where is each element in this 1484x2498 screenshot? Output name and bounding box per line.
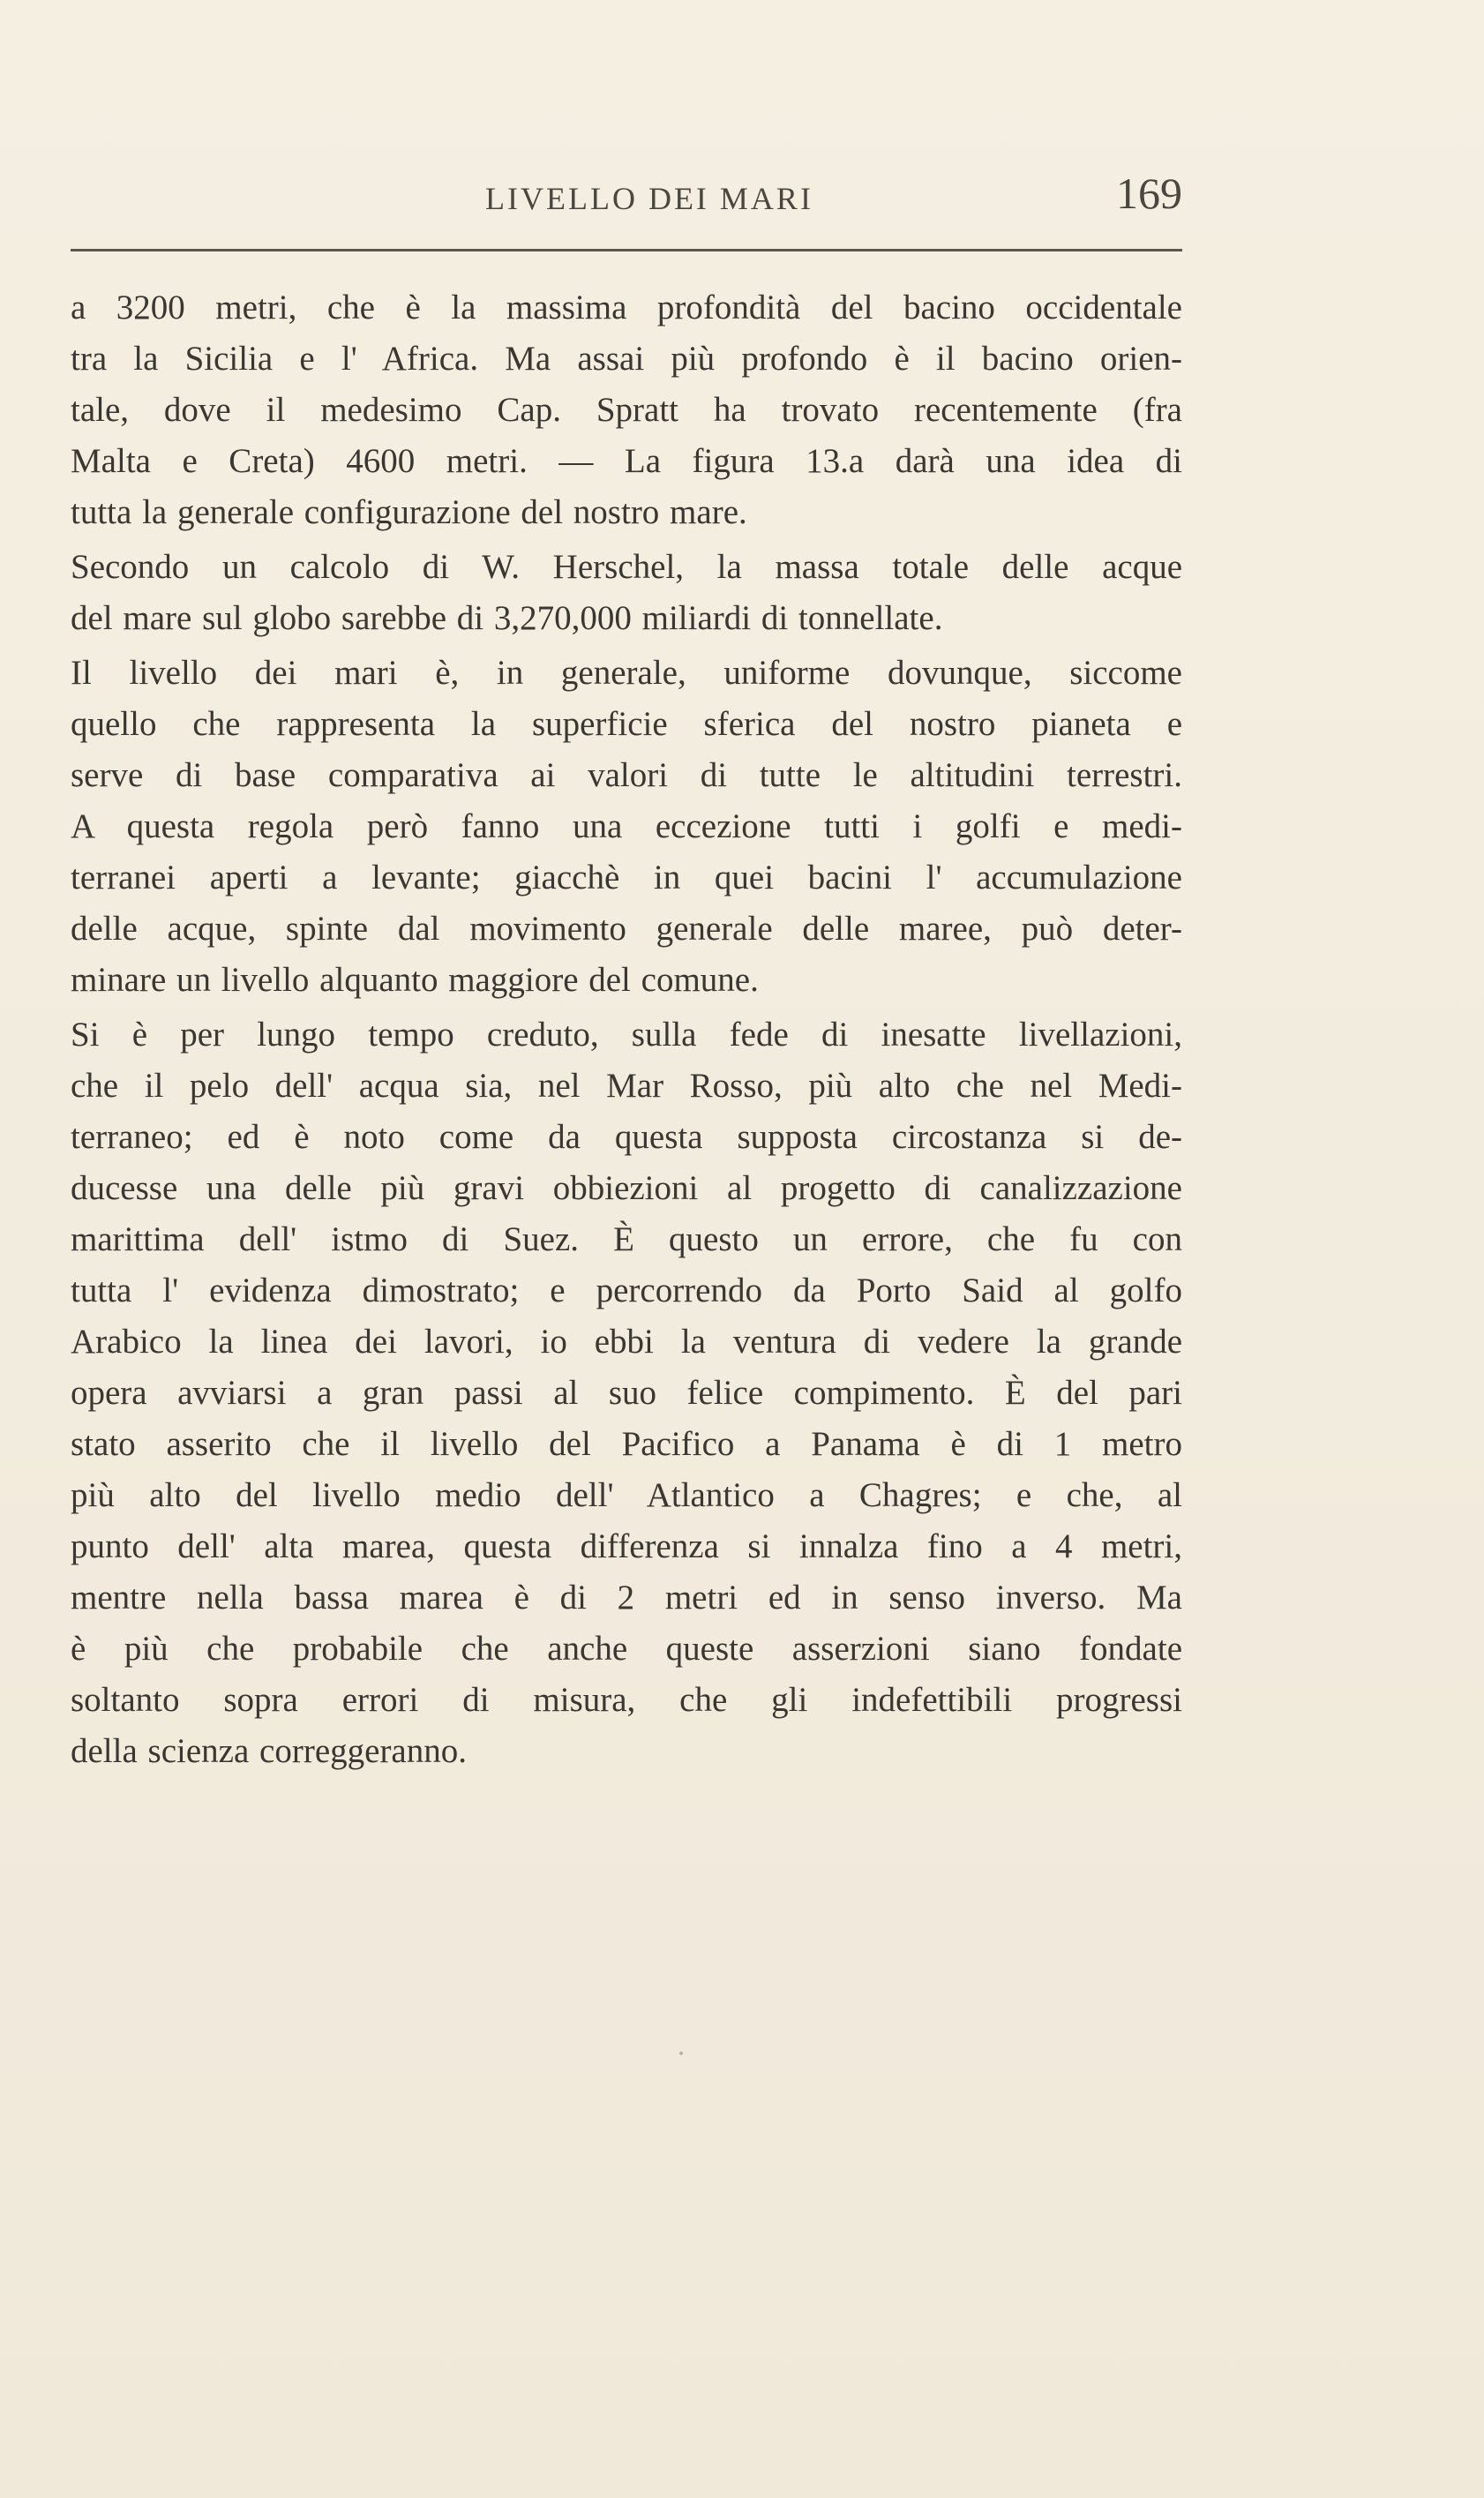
text-line: opera avviarsi a gran passi al suo felice compimento. È del pari	[71, 1374, 1182, 1412]
paper-speck	[679, 2052, 683, 2055]
text-line: che il pelo dell' acqua sia, nel Mar Rosso, più alto che nel Medi-	[71, 1067, 1182, 1105]
text-line: Malta e Creta) 4600 metri. — La figura 13.a darà una idea di	[71, 442, 1182, 480]
text-line: marittima dell' istmo di Suez. È questo un errore, che fu con	[71, 1220, 1182, 1258]
page-header	[71, 168, 1182, 238]
header-rule	[71, 249, 1182, 251]
text-line: ducesse una delle più gravi obbiezioni al progetto di canalizzazione	[71, 1169, 1182, 1207]
text-line: della scienza correggeranno.	[71, 1732, 467, 1770]
text-line: più alto del livello medio dell' Atlantico a Chagres; e che, al	[71, 1476, 1182, 1514]
text-line: terranei aperti a levante; giacchè in quei bacini l' accumulazione	[71, 859, 1182, 896]
text-line: Arabico la linea dei lavori, io ebbi la ventura di vedere la grande	[71, 1323, 1182, 1361]
text-line: serve di base comparativa ai valori di tutte le altitudini terrestri.	[71, 756, 1182, 794]
text-line: a 3200 metri, che è la massima profondità del bacino occidentale	[71, 289, 1182, 326]
text-line: del mare sul globo sarebbe di 3,270,000 miliardi di tonnellate.	[71, 599, 943, 637]
text-line: mentre nella bassa marea è di 2 metri ed in senso inverso. Ma	[71, 1579, 1182, 1617]
text-line: è più che probabile che anche queste asserzioni siano fondate	[71, 1630, 1182, 1668]
page-number: 169	[1116, 169, 1182, 218]
body-text	[71, 282, 1182, 1777]
text-line: delle acque, spinte dal movimento generale delle maree, può deter-	[71, 910, 1182, 948]
text-line: Secondo un calcolo di W. Herschel, la massa totale delle acque	[71, 548, 1182, 586]
text-line: minare un livello alquanto maggiore del comune.	[71, 961, 759, 999]
text-line: tale, dove il medesimo Cap. Spratt ha trovato recentemente (fra	[71, 391, 1182, 429]
text-line: punto dell' alta marea, questa differenza si innalza fino a 4 metri,	[71, 1527, 1182, 1565]
text-line: Il livello dei mari è, in generale, uniforme dovunque, siccome	[71, 654, 1182, 692]
text-line: tutta l' evidenza dimostrato; e percorrendo da Porto Said al golfo	[71, 1272, 1182, 1309]
text-line: A questa regola però fanno una eccezione tutti i golfi e medi-	[71, 807, 1182, 845]
text-line: stato asserito che il livello del Pacifico a Panama è di 1 metro	[71, 1425, 1182, 1463]
text-line: Si è per lungo tempo creduto, sulla fede di inesatte livellazioni,	[71, 1016, 1182, 1054]
text-line: tra la Sicilia e l' Africa. Ma assai più profondo è il bacino orien-	[71, 340, 1182, 378]
text-line: tutta la generale configurazione del nostro mare.	[71, 493, 747, 531]
text-line: terraneo; ed è noto come da questa supposta circostanza si de-	[71, 1118, 1182, 1156]
running-title: LIVELLO DEI MARI	[485, 181, 813, 216]
text-line: quello che rappresenta la superficie sferica del nostro pianeta e	[71, 705, 1182, 743]
text-line: soltanto sopra errori di misura, che gli indefettibili progressi	[71, 1681, 1182, 1719]
